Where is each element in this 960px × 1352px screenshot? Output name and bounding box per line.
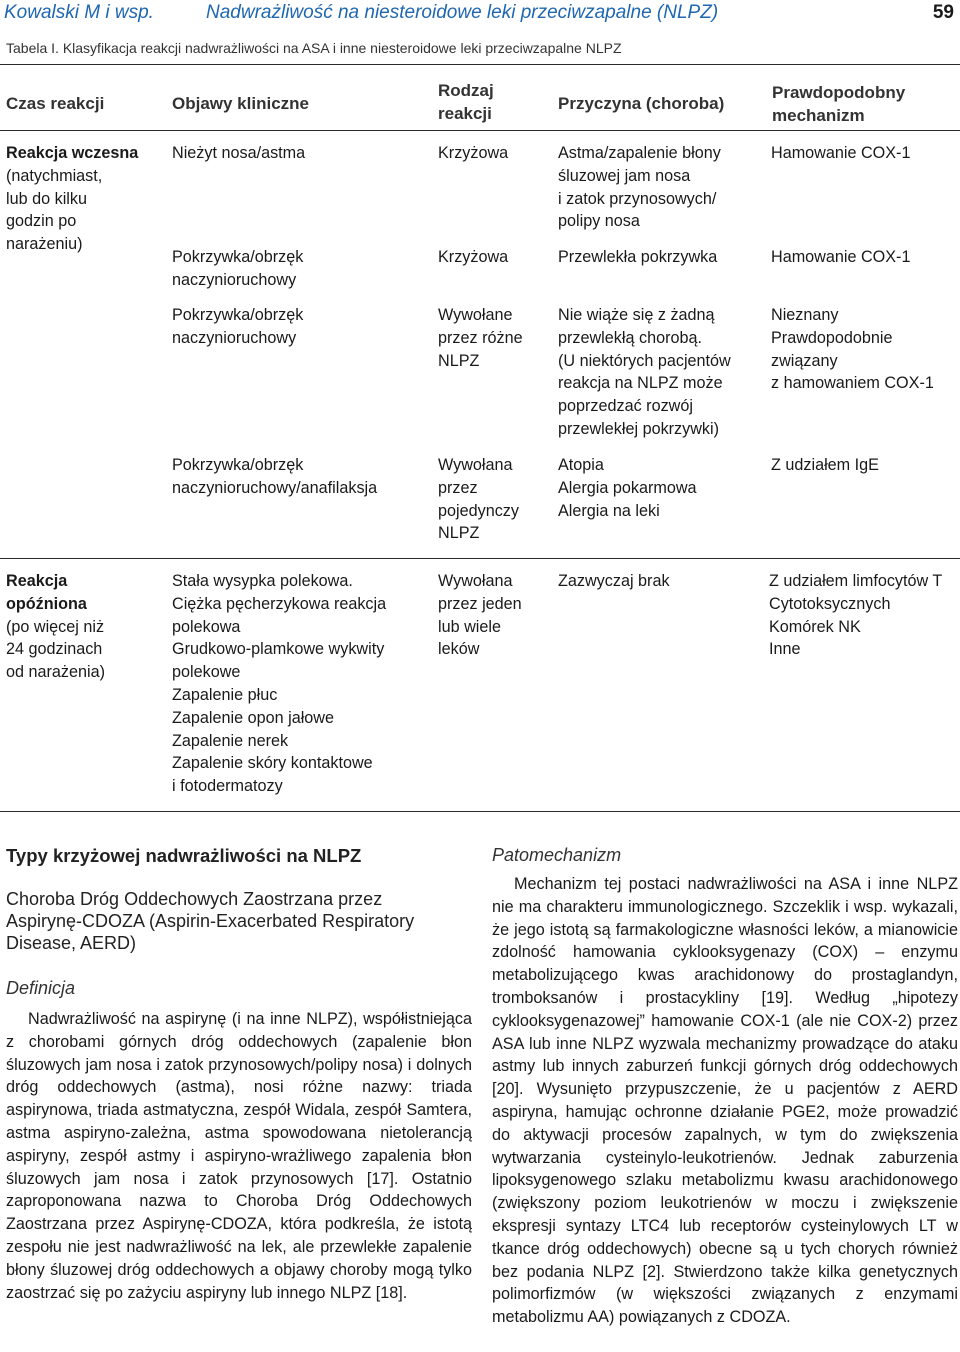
cell-rodzaj-late: Wywołana przez jeden lub wiele leków	[438, 572, 522, 659]
cell-czas-early	[6, 142, 166, 256]
cell-objawy-row3: Pokrzywka/obrzęk naczynioruchowy	[172, 306, 304, 347]
header-running-title: Nadwrażliwość na niesteroidowe leki przeciwzapalne (NLPZ)	[206, 2, 719, 23]
header-czas-reakcji: Czas reakcji	[6, 94, 105, 113]
patomechanizm-paragraph: Mechanizm tej postaci nadwrażliwości na ASA i inne NLPZ nie ma charakteru immunologicznego. Szczeklik i wsp. wykazali, że jego istotą są farmakologiczne własności leków, a mianowicie zdolność hamowania cyklooksygenazy (COX) – enzymu metabolizującego kwas arachidonowy do prostaglandyn, tromboksanów i prostacykliny [19]. Według „hipotezy cyklooksygenazowej” hamowanie COX-1 (ale nie COX-2) przez ASA lub inne NLPZ wyzwala mechanizmy prowadzące do ataku astmy lub innych zaburzeń funkcji górnych dróg oddechowych [20]. Wysunięto przypuszczenie, że u pacjentów z AERD aspiryna, hamując ochronne działanie PGE2, może prowadzić do aktywacji procesów zapalnych, w tym do zwiększenia wytwarzania cysteinylo-leukotrienów. Jednak zaburzenia lipoksygenowego szlaku metabolizmu kwasu arachidonowego (zwiększony poziom leukotrienów w moczu i zwiększenie ekspresji syntazy LTC4 lub receptorów cysteinylowych LT w tkance dróg oddechowych) obecne są u tych chorych również bez podania NLPZ [2]. Stwierdzono także kilka genetycznych polimorfizmów (w większości związanych z enzymami metabolizmu AA) powiązanych z CDOZA.	[492, 875, 958, 1327]
cell-rodzaj-row4: Wywołana przez pojedynczy NLPZ	[438, 456, 519, 543]
table-top-rule	[0, 64, 960, 65]
cell-mechanizm-row4: Z udziałem IgE	[771, 456, 879, 474]
cell-rodzaj-row1: Krzyżowa	[438, 144, 509, 162]
table-caption: Tabela I. Klasyfikacja reakcji nadwrażliwości na ASA i inne niesteroidowe leki przeciwzapalne NLPZ	[6, 40, 622, 56]
cell-przyczyna-late: Zazwyczaj brak	[558, 572, 670, 590]
cell-czas-early-label: Reakcja wczesna	[6, 144, 139, 162]
cell-czas-late-bold: opóźniona	[6, 594, 87, 613]
cell-mechanizm-late: Z udziałem limfocytów T Cytotoksycznych Komórek NK Inne	[769, 572, 943, 659]
cell-mechanizm-row1: Hamowanie COX-1	[771, 144, 911, 162]
header-rodzaj-reakcji: Rodzaj reakcji	[438, 81, 494, 123]
page-number: 59	[932, 2, 954, 23]
subsection-heading: Choroba Dróg Oddechowych Zaostrzana przez Aspirynę-CDOZA (Aspirin-Exacerbated Respiratory Disease, AERD)	[6, 889, 415, 953]
cell-objawy-row1: Nieżyt nosa/astma	[172, 144, 306, 162]
cell-czas-late-post: (po więcej niż 24 godzinach od narażenia)	[6, 617, 105, 682]
cell-czas-late-pre: Reakcja	[6, 572, 68, 590]
header-authors: Kowalski M i wsp.	[4, 2, 154, 23]
patomechanizm-heading: Patomechanizm	[492, 845, 622, 865]
table-header-rule	[0, 130, 960, 131]
cell-przyczyna-row4: Atopia Alergia pokarmowa Alergia na leki	[558, 456, 697, 520]
cell-objawy-row4: Pokrzywka/obrzęk naczynioruchowy/anafilaksja	[172, 456, 378, 497]
cell-objawy-late: Stała wysypka polekowa. Ciężka pęcherzykowa reakcja polekowa Grudkowo-plamkowe wykwity polekowe Zapalenie płuc Zapalenie opon jałowe Zapalenie nerek Zapalenie skóry kontaktowe i fotodermatozy	[172, 572, 387, 796]
header-mechanizm: Prawdopodobny mechanizm	[772, 83, 906, 125]
cell-przyczyna-row1: Astma/zapalenie błony śluzowej jam nosa i zatok przynosowych/ polipy nosa	[558, 144, 721, 231]
cell-objawy-row2: Pokrzywka/obrzęk naczynioruchowy	[172, 248, 304, 289]
cell-mechanizm-row3: Nieznany Prawdopodobnie związany z hamowaniem COX-1	[771, 306, 934, 393]
cell-przyczyna-row3: Nie wiąże się z żadną przewlekłą chorobą. (U niektórych pacjentów reakcja na NLPZ może poprzedzać rozwój przewlekłej pokrzywki)	[558, 306, 731, 438]
section-heading: Typy krzyżowej nadwrażliwości na NLPZ	[6, 845, 362, 866]
cell-przyczyna-row2: Przewlekła pokrzywka	[558, 248, 718, 266]
cell-rodzaj-row2: Krzyżowa	[438, 248, 509, 266]
table-middle-rule	[0, 558, 960, 559]
definition-heading: Definicja	[6, 978, 76, 998]
cell-czas-early-detail: (natychmiast, lub do kilku godzin po narażeniu)	[6, 166, 103, 254]
cell-rodzaj-row3: Wywołane przez różne NLPZ	[438, 306, 523, 370]
cell-czas-late	[6, 570, 166, 684]
running-header	[0, 0, 960, 28]
header-objawy-kliniczne: Objawy kliniczne	[172, 94, 309, 113]
table-bottom-rule	[0, 811, 960, 812]
cell-mechanizm-row2: Hamowanie COX-1	[771, 248, 911, 266]
definition-paragraph: Nadwrażliwość na aspirynę (i na inne NLPZ), współistniejąca z chorobami górnych dróg oddechowych (zapalenie błon śluzowych jam nosa i zatok przynosowych/polipy nosa) i dolnych dróg oddechowych (astma), nosi różne nazwy: triada aspirynowa, triada astmatyczna, zespół Widala, zespół Samtera, astma aspiryno-zależna, astma spowodowana nietolerancją aspiryny, zespół astmy i aspiryno-wrażliwego zapalenia błon śluzowych jam nosa i zatok przynosowych [17]. Ostatnio zaproponowana nazwa to Choroba Dróg Oddechowych Zaostrzana przez Aspirynę-CDOZA, która podkreśla, że istotą zespołu nie jest nadwrażliwość na lek, ale przewlekłe zapalenie błony śluzowej dróg oddechowych a objawy choroby mogą tylko zaostrzać się po zażyciu aspiryny lub innego NLPZ [18].	[6, 1010, 472, 1302]
header-przyczyna: Przyczyna (choroba)	[558, 94, 725, 113]
